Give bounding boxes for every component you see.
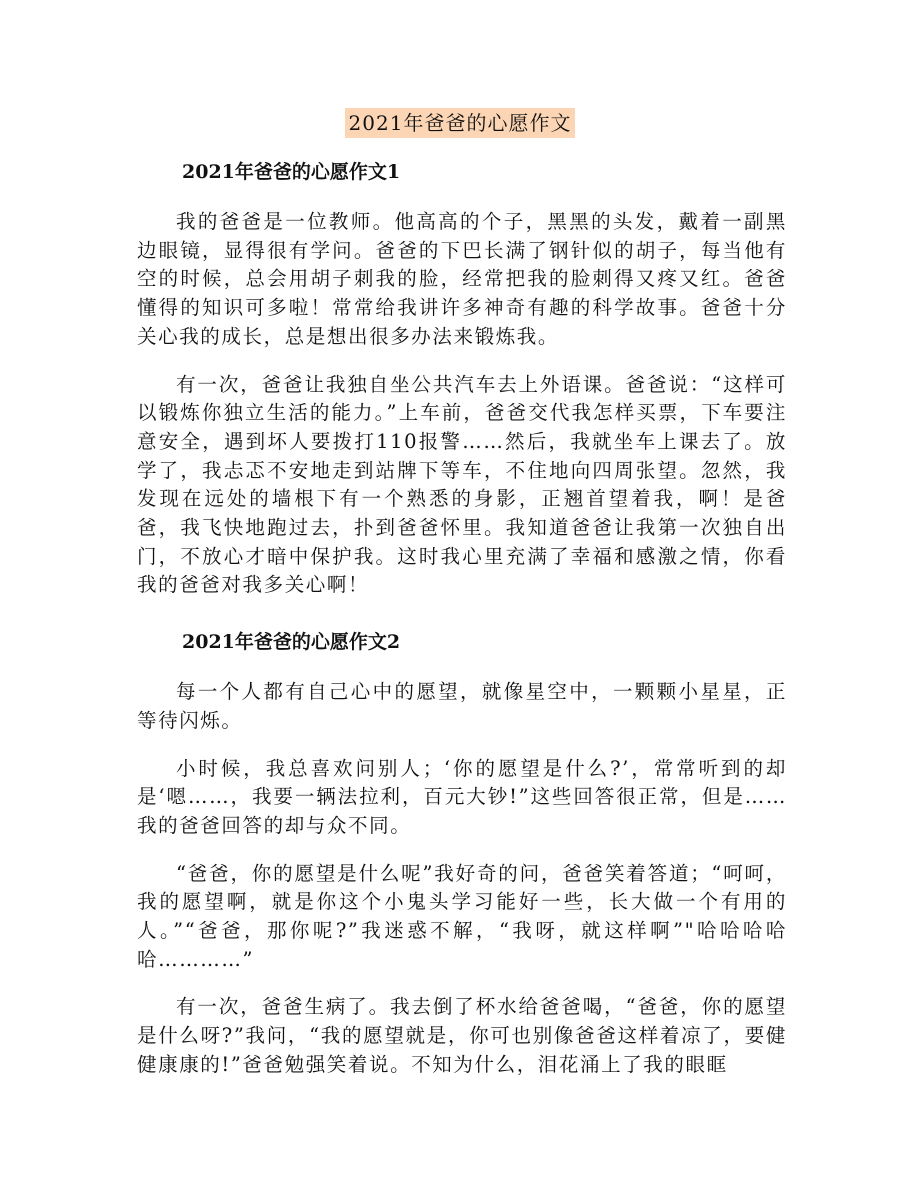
paragraph: 有一次，爸爸生病了。我去倒了杯水给爸爸喝，“爸爸，你的愿望是什么呀?”我问，“我的愿望就是，你可也别像爸爸这样着凉了，要健健康康的!”爸爸勉强笑着说。不知为什么，泪花涌上了我的眼眶 [137,995,787,1076]
paragraph: 每一个人都有自己心中的愿望，就像星空中，一颗颗小星星，正等待闪烁。 [137,680,787,732]
paragraph: 小时候，我总喜欢问别人；‘你的愿望是什么?’，常常听到的却是‘嗯……，我要一辆法拉利，百元大钞!”这些回答很正常，但是……我的爸爸回答的却与众不同。 [137,756,787,837]
paragraph: 我的爸爸是一位教师。他高高的个子，黑黑的头发，戴着一副黑边眼镜，显得很有学问。爸爸的下巴长满了钢针似的胡子，每当他有空的时候，总会用胡子刺我的脸，经常把我的脸刺得又疼又红。爸爸懂得的知识可多啦！常常给我讲许多神奇有趣的科学故事。爸爸十分关心我的成长，总是想出很多办法来锻炼我。 [137,210,787,348]
document-title-container [0,108,920,138]
section-heading: 2021年爸爸的心愿作文2 [182,631,401,654]
document-title: 2021年爸爸的心愿作文 [345,108,576,138]
essay-section-1 [137,158,787,600]
essay-section-2 [137,628,787,1079]
paragraph: 有一次，爸爸让我独自坐公共汽车去上外语课。爸爸说：“这样可以锻炼你独立生活的能力。”上车前，爸爸交代我怎样买票，下车要注意安全，遇到坏人要拨打110报警……然后，我就坐车上课去了。放学了，我忐忑不安地走到站牌下等车，不住地向四周张望。忽然，我发现在远处的墙根下有一个熟悉的身影，正翘首望着我，啊！是爸爸，我飞快地跑过去，扑到爸爸怀里。我知道爸爸让我第一次独自出门，不放心才暗中保护我。这时我心里充满了幸福和感激之情，你看我的爸爸对我多关心啊！ [137,372,787,597]
section-heading: 2021年爸爸的心愿作文1 [182,161,401,183]
document-body [137,158,787,1099]
paragraph: “爸爸，你的愿望是什么呢”我好奇的问，爸爸笑着答道；“呵呵，我的愿望啊，就是你这个小鬼头学习能好一些，长大做一个有用的人。”“爸爸，那你呢?”我迷惑不解，“我呀，就这样啊”"哈哈哈哈哈…………” [137,861,787,971]
